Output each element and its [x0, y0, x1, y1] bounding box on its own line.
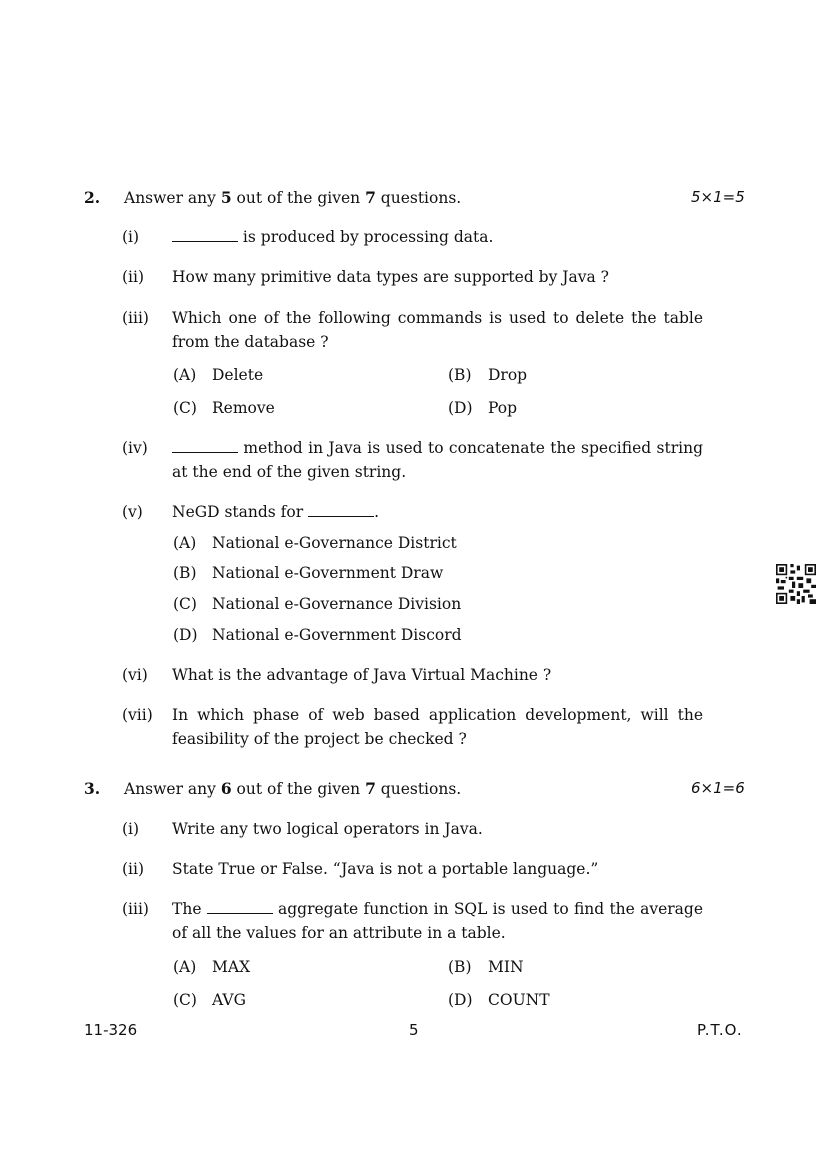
page-number: 5 — [409, 1021, 419, 1039]
please-turn-over: P.T.O. — [697, 1021, 743, 1039]
answer-blank — [172, 451, 238, 453]
q2-v-option-c-label: (C) — [173, 595, 197, 613]
q3-item-i: Write any two logical operators in Java. — [172, 820, 483, 838]
q2-item-vi: What is the advantage of Java Virtual Machine ? — [172, 666, 552, 684]
q2-iii-option-b: Drop — [488, 366, 528, 384]
q2-iii-option-d-label: (D) — [448, 399, 473, 417]
q2-iii-option-c-label: (C) — [173, 399, 197, 417]
q3-item-i-label: (i) — [122, 820, 140, 838]
q3-item-ii: State True or False. “Java is not a portable language.” — [172, 860, 599, 878]
q2-item-v: NeGD stands for . — [172, 503, 380, 521]
answer-blank — [207, 912, 273, 914]
q2-v-option-d: National e-Government Discord — [212, 626, 462, 644]
q3-iii-option-b-label: (B) — [448, 958, 472, 976]
q3-item-iii: The aggregate function in SQL is used to find the average of all the values for an attribute in a table. — [172, 900, 703, 942]
q2-iii-option-d: Pop — [488, 399, 518, 417]
q2-v-option-b-label: (B) — [173, 564, 197, 582]
question-3-number: 3. — [84, 779, 101, 798]
q2-iii-option-a-label: (A) — [173, 366, 197, 384]
q3-iii-option-a: MAX — [212, 958, 251, 976]
q3-iii-option-d-label: (D) — [448, 991, 473, 1009]
answer-blank — [172, 240, 238, 242]
q2-item-i: is produced by processing data. — [172, 228, 493, 246]
q2-item-iii-label: (iii) — [122, 309, 149, 327]
q3-iii-option-b: MIN — [488, 958, 524, 976]
q2-item-ii: How many primitive data types are supported by Java ? — [172, 268, 609, 286]
q2-v-option-d-label: (D) — [173, 626, 198, 644]
q3-iii-option-c: AVG — [212, 991, 246, 1009]
q2-v-option-a-label: (A) — [173, 534, 197, 552]
q2-item-iii: Which one of the following commands is used to delete the table from the database ? — [172, 309, 703, 351]
q3-iii-option-a-label: (A) — [173, 958, 197, 976]
q2-iii-option-a: Delete — [212, 366, 264, 384]
q2-item-iv-label: (iv) — [122, 439, 148, 457]
qr-code-icon — [776, 564, 816, 604]
q2-item-v-label: (v) — [122, 503, 143, 521]
question-2-instruction: Answer any 5 out of the given 7 questions. — [124, 188, 462, 207]
question-3-marks: 6×1=6 — [691, 779, 745, 797]
question-2-number: 2. — [84, 188, 101, 207]
q3-iii-option-d: COUNT — [488, 991, 550, 1009]
q2-iii-option-c: Remove — [212, 399, 275, 417]
q2-item-vi-label: (vi) — [122, 666, 148, 684]
q2-item-vii-label: (vii) — [122, 706, 153, 724]
q2-item-i-label: (i) — [122, 228, 140, 246]
q3-item-iii-label: (iii) — [122, 900, 149, 918]
q2-v-option-a: National e-Governance District — [212, 534, 457, 552]
q2-item-ii-label: (ii) — [122, 268, 145, 286]
q2-v-option-c: National e-Governance Division — [212, 595, 462, 613]
paper-code: 11-326 — [84, 1021, 138, 1039]
q2-iii-option-b-label: (B) — [448, 366, 472, 384]
question-2-marks: 5×1=5 — [691, 188, 745, 206]
q3-item-ii-label: (ii) — [122, 860, 145, 878]
question-3-instruction: Answer any 6 out of the given 7 questions. — [124, 779, 462, 798]
answer-blank — [308, 515, 374, 517]
q3-iii-option-c-label: (C) — [173, 991, 197, 1009]
q2-item-vii: In which phase of web based application development, will the feasibility of the project be checked ? — [172, 706, 703, 748]
q2-item-iv: method in Java is used to concatenate the specified string at the end of the given string. — [172, 439, 703, 481]
q2-v-option-b: National e-Government Draw — [212, 564, 444, 582]
